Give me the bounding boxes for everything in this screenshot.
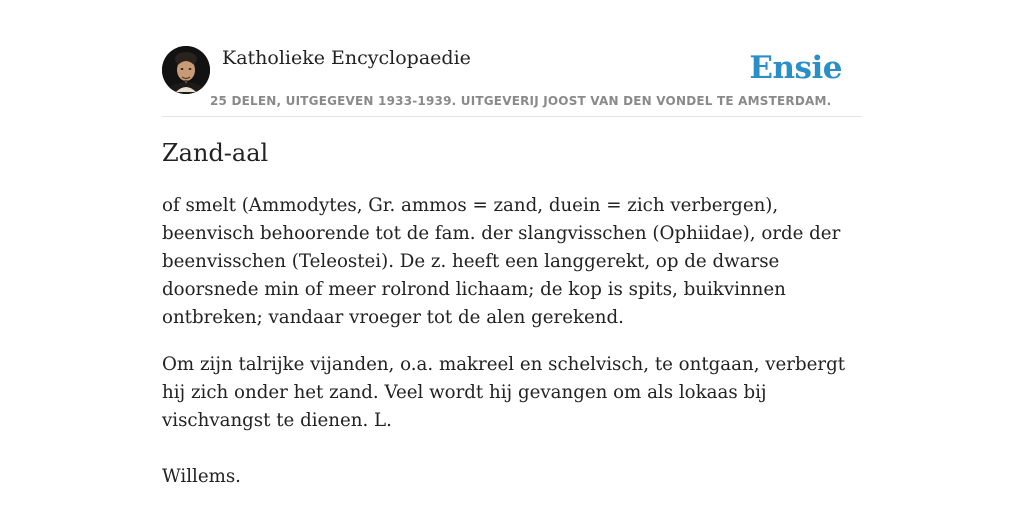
entry-paragraph: of smelt (Ammodytes, Gr. ammos = zand, duein = zich verbergen), beenvisch behoorende tot de fam. der slangvisschen (Ophiidae), orde der beenvisschen (Teleostei). De z. heeft een langgerekt, op de dwarse doorsnede min of meer rolrond lichaam; de kop is spits, buikvinnen ontbreken; vandaar vroeger tot de alen gerekend. [162,195,841,328]
page-header [162,44,862,117]
portrait-image [162,46,210,94]
publication-subtitle: 25 DELEN, UITGEGEVEN 1933-1939. UITGEVERIJ JOOST VAN DEN VONDEL TE AMSTERDAM. [210,94,832,108]
entry-author: Willems. [162,466,241,487]
publication-title[interactable]: Katholieke Encyclopaedie [222,47,471,69]
publication-avatar[interactable] [162,46,210,94]
entry-body [162,192,862,510]
ensie-logo-link[interactable]: Ensie [749,50,842,86]
entry-title: Zand-aal [162,139,269,167]
entry-paragraph: Om zijn talrijke vijanden, o.a. makreel en schelvisch, te ontgaan, verbergt hij zich onder het zand. Veel wordt hij gevangen om als lokaas bij vischvangst te dienen. L. [162,354,846,431]
